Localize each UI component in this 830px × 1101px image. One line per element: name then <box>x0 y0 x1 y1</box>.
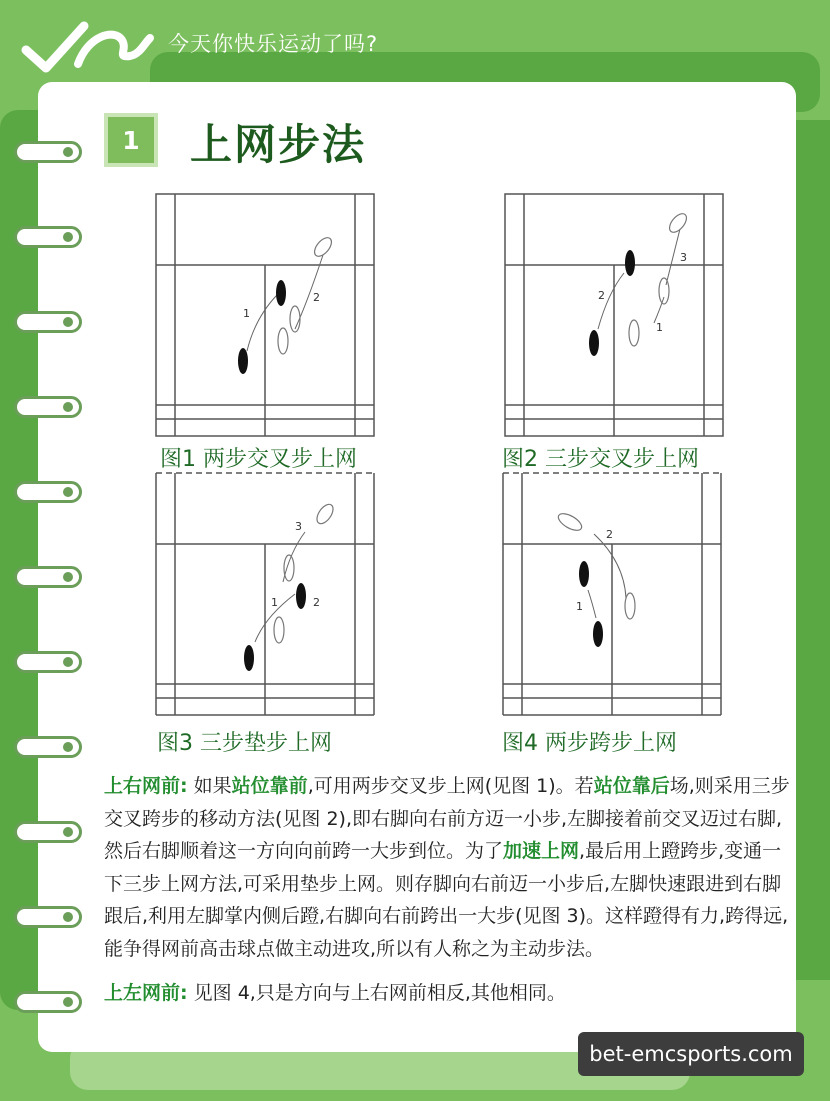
binder-ring <box>14 736 82 758</box>
step-label: 1 <box>271 596 278 609</box>
step-label: 2 <box>598 289 605 302</box>
paragraph-right-net <box>104 770 794 965</box>
step-label: 1 <box>576 600 583 613</box>
text-span: ,可用两步交叉步上网(见图 1)。若 <box>307 775 594 797</box>
binder-ring <box>14 906 82 928</box>
court-diagram-3 <box>155 472 375 718</box>
binder-ring <box>14 396 82 418</box>
text-span: 如果 <box>193 775 232 797</box>
binder-ring <box>14 991 82 1013</box>
section-title: 上网步法 <box>190 120 367 169</box>
text-span: 见图 4,只是方向与上右网前相反,其他相同。 <box>193 982 566 1004</box>
highlight-accelerate: 加速上网 <box>503 840 580 862</box>
binder-ring <box>14 141 82 163</box>
court-diagram-1 <box>155 193 375 439</box>
court-diagram-2 <box>504 193 724 439</box>
figure-caption: 图2 三步交叉步上网 <box>502 447 699 472</box>
binder-ring <box>14 821 82 843</box>
step-label: 1 <box>656 321 663 334</box>
label-right-net: 上右网前: <box>104 775 188 797</box>
highlight-front-stance: 站位靠前 <box>231 775 308 797</box>
paragraph-left-net <box>104 977 794 1010</box>
text-span: 场,则采用三步交叉跨步的移动方法(见图 2),即右脚向右前方迈一小步,左脚接着前交叉迈过右脚,然后右脚顺着这一方向向前跨一大步到位。为了 <box>104 775 790 862</box>
step-label: 2 <box>606 528 613 541</box>
step-label: 2 <box>313 291 320 304</box>
figure-caption: 图1 两步交叉步上网 <box>160 447 357 472</box>
body-text <box>104 770 794 1010</box>
figure-caption: 图4 两步跨步上网 <box>502 731 677 756</box>
label-left-net: 上左网前: <box>104 982 188 1004</box>
header-title: 今天你快乐运动了吗? <box>168 32 379 56</box>
check-logo-icon <box>18 14 158 76</box>
text-span: ,最后用上蹬跨步,变通一下三步上网方法,可采用垫步上网。则存脚向右前迈一小步后,左脚快速跟进到右脚跟后,利用左脚掌内侧后蹬,右脚向右前跨出一大步(见图 3)。这样蹬得有力,跨得远,能争得网前高击球点做主动进攻,所以有人称之为主动步法。 <box>104 840 789 960</box>
section-number: 1 <box>104 113 158 167</box>
watermark-badge: bet-emcsports.com <box>578 1032 804 1076</box>
highlight-back-stance: 站位靠后 <box>593 775 670 797</box>
binder-ring <box>14 481 82 503</box>
binder-ring <box>14 311 82 333</box>
step-label: 3 <box>680 251 687 264</box>
step-label: 2 <box>313 596 320 609</box>
figure-caption: 图3 三步垫步上网 <box>157 731 332 756</box>
binder-ring <box>14 651 82 673</box>
step-label: 1 <box>243 307 250 320</box>
step-label: 3 <box>295 520 302 533</box>
binder-ring <box>14 566 82 588</box>
background-shape-right <box>790 120 830 980</box>
binder-ring <box>14 226 82 248</box>
court-diagram-4 <box>502 472 722 718</box>
